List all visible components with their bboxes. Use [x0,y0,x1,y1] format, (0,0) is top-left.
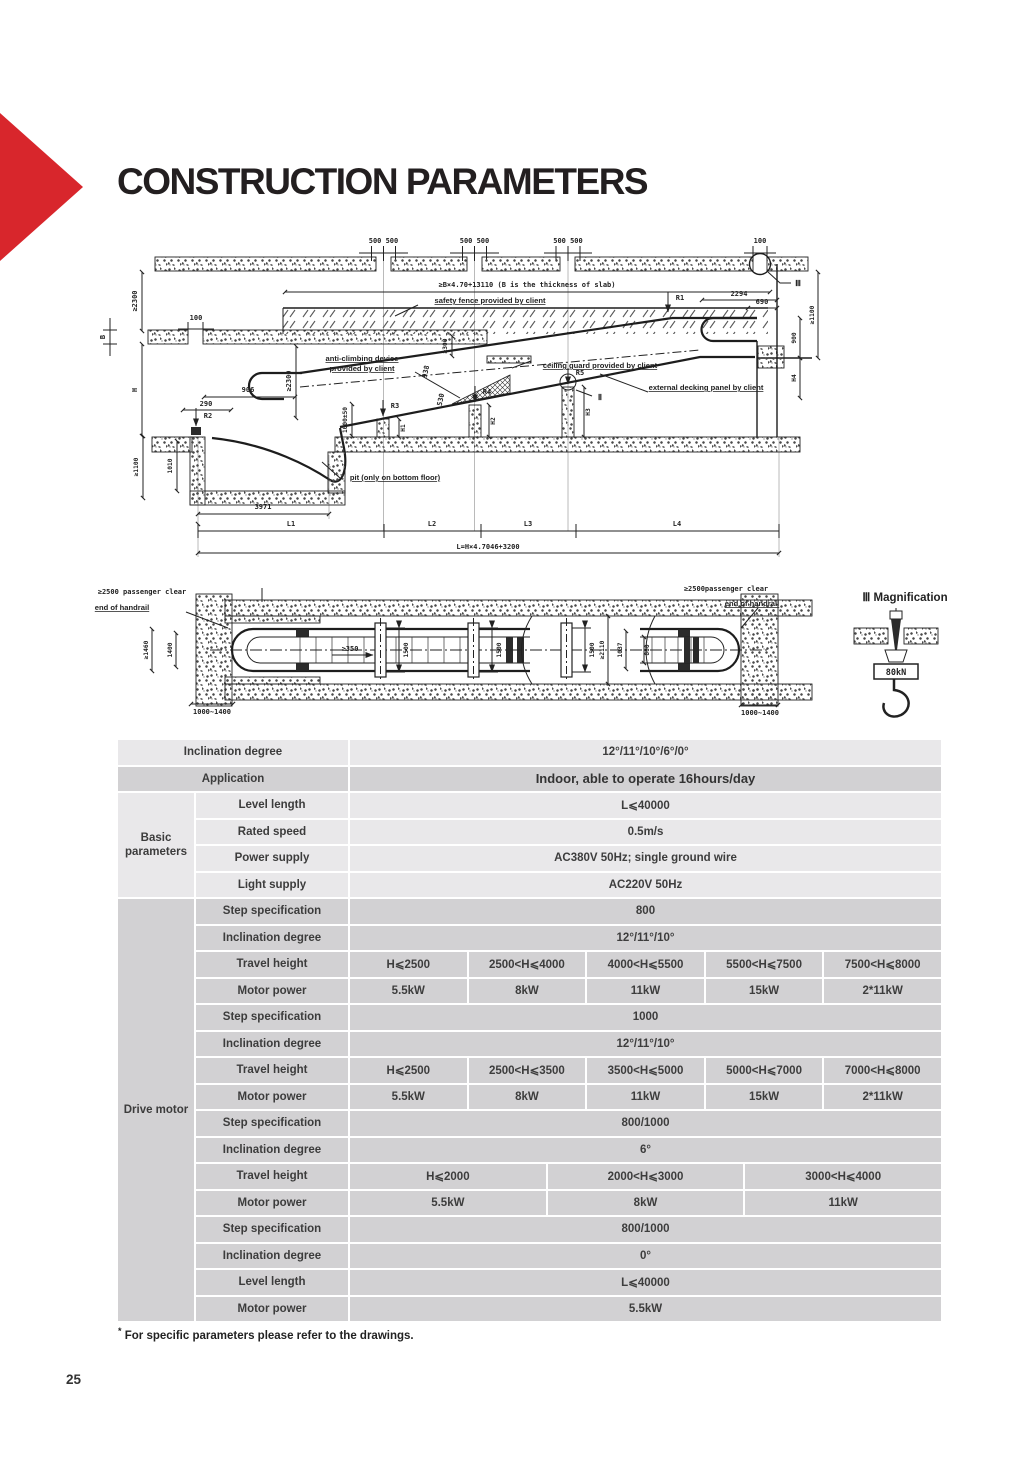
table-row [196,1085,941,1110]
dim-1460: ≥1460 [143,640,150,660]
table-row-values [350,1297,941,1322]
table-row-values [350,820,941,845]
dim-2110: ≥2110 [599,640,606,660]
dim-800: 800 [644,644,651,656]
table-row-values [350,899,941,924]
dim-L1: L1 [286,520,296,528]
table-row [196,1138,941,1163]
table-section [118,767,941,792]
mid-slab [148,330,188,344]
table-row-values [350,873,941,898]
dim-690: 690 [755,298,769,306]
table-cell: 5.5kW [350,1191,546,1216]
dim-3971: 3971 [254,503,272,511]
clear-left-label: ≥2500 passenger clear [97,588,187,596]
dim-1500: 1500 [589,642,596,658]
table-cell: L⩽40000 [350,1270,941,1295]
table-row [196,1164,941,1189]
clear-right-label: ≥2500passenger clear [683,585,769,593]
table-row-values [350,1217,941,1242]
table-group-label: Drive motor [118,899,194,1321]
table-row [196,1270,941,1295]
table-row [196,1111,941,1136]
dim-906: 906 [241,386,255,394]
table-row-label: Power supply [196,846,348,871]
table-cell: 2500<H⩽3500 [469,1058,586,1083]
table-cell: 800 [350,899,941,924]
table-row-values [350,793,941,818]
table-row-label: Motor power [196,979,348,1004]
table-row [118,740,941,765]
dim-2300-mid: ≥2300 [285,370,293,392]
dim-1100-left: ≥1100 [133,457,140,477]
table-cell: 12°/11°/10° [350,1032,941,1057]
safety-fence [283,296,768,334]
label-h4: H4 [791,374,798,382]
dim-2294: 2294 [730,290,748,298]
footnote-star: * [118,1326,122,1336]
table-cell: 11kW [587,1085,704,1110]
table-row-values [350,740,941,765]
table-row [196,873,941,898]
upper-support-block [758,346,784,368]
footnote [118,1326,414,1342]
table-cell: 5.5kW [350,979,467,1004]
table-cell: 8kW [469,979,586,1004]
end-of-handrail-left: end of handrail [94,603,150,612]
dim-L2: L2 [427,520,437,528]
table-row [196,793,941,818]
table-cell: 800/1000 [350,1217,941,1242]
table-cell: 0.5m/s [350,820,941,845]
table-cell: 800/1000 [350,1111,941,1136]
dim-B: B [99,334,107,340]
dim-500-500: 500 500 [459,237,490,245]
dim-500-500: 500 500 [368,237,399,245]
magnification-detail [854,591,948,717]
table-cell: 5500<H⩽7500 [706,952,823,977]
dim-1400: 1400 [167,642,174,658]
table-cell: 5.5kW [350,1085,467,1110]
detail-mark-3: Ⅲ [795,279,801,289]
elevation-drawing [99,237,818,557]
dim-total-length: L=H×4.7046+3200 [456,543,520,551]
table-row-label: Travel height [196,1164,348,1189]
table-row [196,1297,941,1322]
table-row [196,1244,941,1269]
table-cell: 3000<H⩽4000 [745,1164,941,1189]
table-row [196,952,941,977]
table-row-values [350,1164,941,1189]
table-row-label: Application [118,767,348,792]
table-cell: 12°/11°/10°/6°/0° [350,740,941,765]
table-row-values [350,1270,941,1295]
page-title: CONSTRUCTION PARAMETERS [117,161,648,202]
table-row-values [350,979,941,1004]
dim-1037: 1037 [617,642,624,658]
table-row [196,820,941,845]
table-row-label: Inclination degree [196,1032,348,1057]
anti-climbing-label-2: provided by client [329,364,395,373]
table-cell: 11kW [587,979,704,1004]
label-r4: R4 [482,388,492,396]
table-row-label: Rated speed [196,820,348,845]
dim-1010: 1010 [167,458,174,474]
table-row-values [350,1244,941,1269]
table-cell: 4000<H⩽5500 [587,952,704,977]
table-cell: 12°/11°/10° [350,926,941,951]
anchor-plate [885,650,907,662]
table-row-label: Inclination degree [196,1244,348,1269]
table-cell: 3500<H⩽5000 [587,1058,704,1083]
dim-2300-left: ≥2300 [131,290,139,312]
dim-L3: L3 [523,520,533,528]
table-cell: 5.5kW [350,1297,941,1322]
table-cell: 5000<H⩽7000 [706,1058,823,1083]
table-row-label: Step specification [196,1217,348,1242]
label-r2: R2 [203,412,213,420]
dim-1000-1400-right: 1000~1400 [741,709,779,717]
table-row [196,1005,941,1030]
table-row [196,1058,941,1083]
table-row-values [350,1111,941,1136]
dim-H: H [131,387,139,393]
dim-1500: 1500 [403,642,410,658]
table-row-values [350,1005,941,1030]
table-row-label: Travel height [196,1058,348,1083]
dim-1500: 1500 [496,642,503,658]
bottom-floor [152,437,800,505]
table-row [196,1217,941,1242]
table-cell: Indoor, able to operate 16hours/day [350,767,941,792]
table-row-label: Motor power [196,1085,348,1110]
dim-290: 290 [199,400,213,408]
dim-1100-right: ≥1100 [809,305,816,325]
dim-L-row [198,520,779,538]
external-decking-label: external decking panel by client [648,383,764,392]
detail-mark-2: Ⅱ [597,393,603,403]
magnification-title: Ⅲ Magnification [862,592,948,604]
table-row-label: Travel height [196,952,348,977]
dim-1000-50: 1000±50 [342,406,349,434]
label-r1: R1 [675,294,685,302]
support-r2 [191,408,212,435]
table-cell: AC220V 50Hz [350,873,941,898]
table-cell: 11kW [745,1191,941,1216]
table-row-values [350,1191,941,1216]
table-cell: 8kW [469,1085,586,1110]
table-cell: AC380V 50Hz; single ground wire [350,846,941,871]
dim-100-left: 100 [189,314,203,322]
table-row-label: Inclination degree [196,926,348,951]
footnote-text: For specific parameters please refer to the drawings. [124,1329,414,1342]
safety-fence-label: safety fence provided by client [434,296,546,305]
anti-climbing-label-1: anti-climbing device [325,354,399,363]
table-row [196,1191,941,1216]
page-number: 25 [66,1372,82,1387]
anchor-wedge [891,619,901,650]
label-h1: H1 [400,424,407,432]
table-row-label: Motor power [196,1191,348,1216]
table-row-label: Motor power [196,1297,348,1322]
table-cell: 2500<H⩽4000 [469,952,586,977]
plan-walkway [210,616,770,684]
table-rows [196,899,941,1321]
plan-bottom-wall [225,684,812,700]
table-row-values [350,1138,941,1163]
table-row-values [350,1058,941,1083]
table-section [118,899,941,1321]
dim-300: ≥300 [442,338,449,354]
table-row-label: Light supply [196,873,348,898]
table-row-values [350,926,941,951]
dim-100-top: 100 [753,237,767,245]
ceiling-guard [487,356,531,363]
table-cell: H⩽2000 [350,1164,546,1189]
table-cell: 15kW [706,1085,823,1110]
parameter-table [118,740,941,1323]
table-rows [196,793,941,897]
table-row-label: Inclination degree [118,740,348,765]
table-row [118,767,941,792]
dim-500-500: 500 500 [553,237,583,245]
table-cell: 6° [350,1138,941,1163]
table-cell: 2*11kW [824,979,941,1004]
table-row-label: Inclination degree [196,1138,348,1163]
table-group-label: Basic parameters [118,793,194,897]
table-row-values [350,846,941,871]
dim-350: ≥350 [341,645,359,653]
table-row-label: Level length [196,1270,348,1295]
load-label: 80kN [885,668,907,678]
table-cell: 15kW [706,979,823,1004]
table-cell: 8kW [548,1191,744,1216]
table-section [118,740,941,765]
table-cell: 2000<H⩽3000 [548,1164,744,1189]
dim-938: 938 [420,364,432,379]
hook-icon [883,679,908,717]
construction-drawings [0,233,1016,733]
dim-L4: L4 [672,520,682,528]
table-row [196,899,941,924]
table-cell: 1000 [350,1005,941,1030]
table-section [118,793,941,897]
table-cell: 7000<H⩽8000 [824,1058,941,1083]
table-row-label: Step specification [196,1111,348,1136]
label-r5: R5 [575,369,585,377]
slab-formula: ≥B×4.70+13110 (B is the thickness of slab) [438,281,616,289]
table-row [196,926,941,951]
end-of-handrail-right: end of handrail [724,599,780,608]
table-row-values [350,1085,941,1110]
table-row-values [350,952,941,977]
table-row-label: Step specification [196,1005,348,1030]
table-row [196,979,941,1004]
table-cell: H⩽2500 [350,1058,467,1083]
pit-label: pit (only on bottom floor) [349,473,441,482]
dim-530: 530 [435,392,447,407]
plan-drawing [95,585,812,717]
table-cell: H⩽2500 [350,952,467,977]
table-cell: 0° [350,1244,941,1269]
table-row [196,1032,941,1057]
label-h2: H2 [490,417,497,425]
table-row-label: Step specification [196,899,348,924]
dim-900: 900 [791,332,798,344]
table-row [196,846,941,871]
table-cell: 7500<H⩽8000 [824,952,941,977]
dim-1000-1400-left: 1000~1400 [193,708,231,716]
table-rows [118,740,941,765]
table-row-label: Level length [196,793,348,818]
label-h3: H3 [585,408,592,416]
table-row-values [350,767,941,792]
table-cell: 2*11kW [824,1085,941,1110]
label-r3: R3 [390,402,400,410]
table-rows [118,767,941,792]
ceiling-guard-label: ceiling guard provided by client [542,361,658,370]
table-cell: L⩽40000 [350,793,941,818]
table-row-values [350,1032,941,1057]
